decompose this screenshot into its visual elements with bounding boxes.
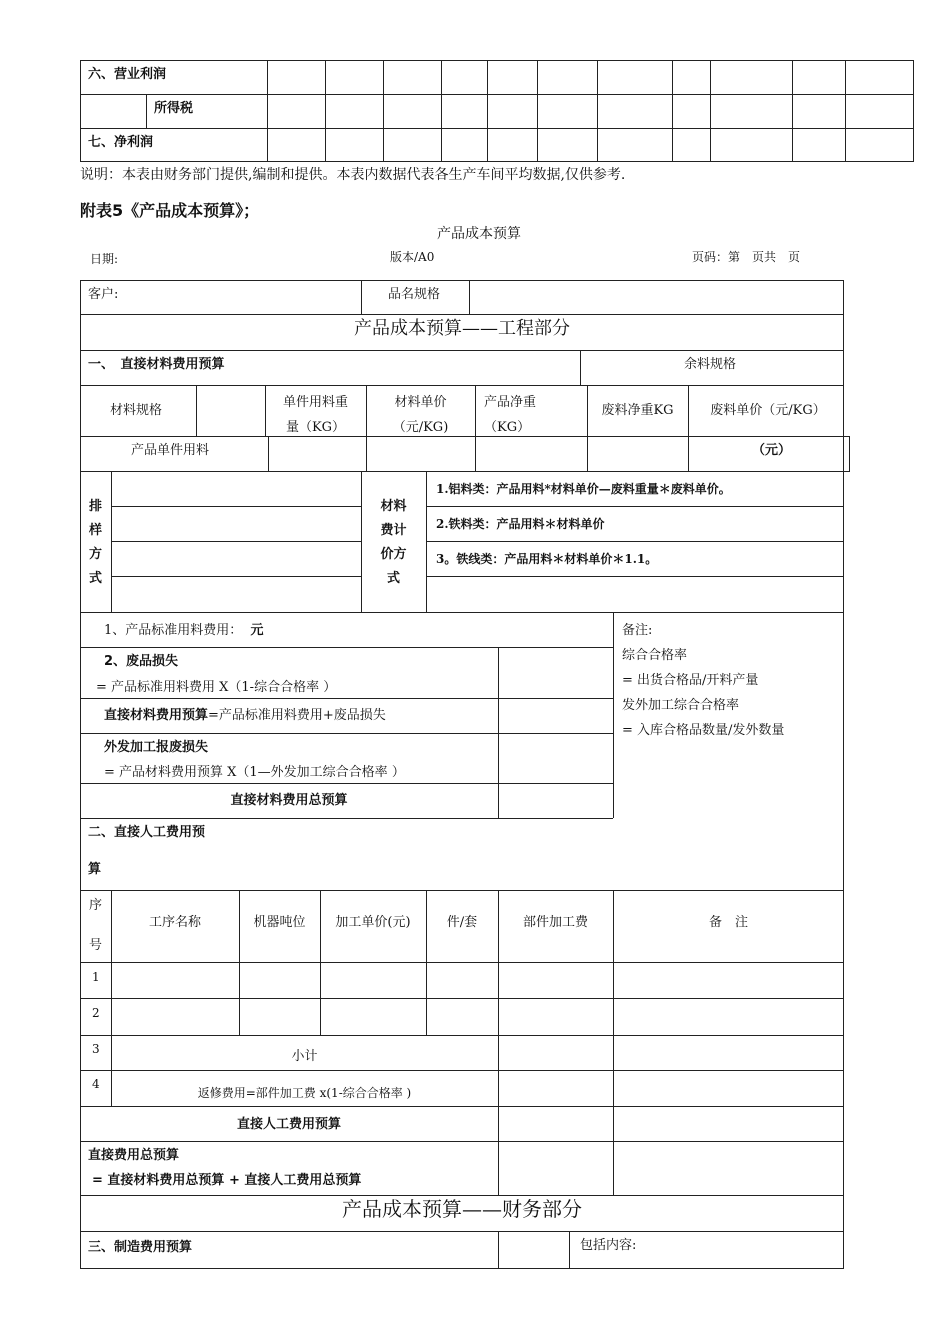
section-finance-title: 产品成本预算——财务部分 bbox=[342, 1197, 582, 1221]
section-engineering-title: 产品成本预算——工程部分 bbox=[354, 318, 570, 339]
note-text: 说明：本表由财务部门提供,编制和提供。本表内数据代表各生产车间平均数据,仅供参考. bbox=[80, 167, 626, 183]
row-net-profit: 七、净利润 bbox=[88, 135, 154, 150]
col-scrap-price: 废料单价（元/KG） bbox=[710, 403, 826, 418]
waste-loss-label: 2、废品损失 bbox=[104, 654, 179, 669]
col-unit-price: 加工单价(元) bbox=[335, 915, 411, 930]
outsource-loss-label: 外发加工报废损失 bbox=[104, 740, 209, 755]
col-machine-tonnage: 机器吨位 bbox=[253, 915, 306, 930]
col-per-set: 件/套 bbox=[446, 915, 478, 930]
std-cost-label: 1、产品标准用料费用： 元 bbox=[104, 623, 264, 638]
top-table bbox=[80, 60, 914, 162]
row-number: 1 bbox=[92, 970, 100, 984]
unit-usage-label: 产品单件用料 bbox=[131, 443, 210, 458]
col-unit-price: 材料单价 （元/KG) bbox=[392, 395, 449, 435]
row-income-tax: 所得税 bbox=[154, 101, 194, 116]
direct-labor-budget: 直接人工费用预算 bbox=[236, 1117, 341, 1132]
layout-method-label: 排 样 方 式 bbox=[88, 499, 102, 586]
row-operating-profit: 六、营业利润 bbox=[88, 67, 167, 82]
row-number: 4 bbox=[92, 1077, 100, 1091]
direct-cost-formula: = 直接材料费用总预算 + 直接人工费用总预算 bbox=[92, 1173, 362, 1188]
waste-loss-formula: = 产品标准用料费用 X（1-综合合格率 ） bbox=[96, 680, 337, 695]
yuan-label: （元） bbox=[752, 443, 792, 458]
col-material-spec: 材料规格 bbox=[110, 403, 163, 418]
labor-heading-2: 算 bbox=[88, 862, 102, 877]
subtotal-label: 小计 bbox=[291, 1049, 318, 1064]
col-unit-weight: 单件用料重 量（KG） bbox=[282, 395, 348, 435]
product-spec-label: 品名规格 bbox=[388, 287, 441, 302]
leftover-spec-label: 余料规格 bbox=[684, 357, 737, 372]
col-part-cost: 部件加工费 bbox=[522, 915, 588, 930]
rework-cost-label: 返修费用=部件加工费 x(1-综合合格率 ) bbox=[197, 1086, 412, 1100]
col-scrap-weight: 废料净重KG bbox=[601, 403, 674, 418]
col-net-weight: 产品净重 （KG） bbox=[484, 395, 537, 435]
row-number: 2 bbox=[92, 1006, 100, 1020]
version-label: 版本/A0 bbox=[390, 250, 435, 264]
direct-material-budget: 直接材料费用预算=产品标准用料费用+废品损失 bbox=[104, 708, 386, 723]
page-label: 页码：第 页共 页 bbox=[692, 250, 801, 264]
col-process-name: 工序名称 bbox=[148, 915, 201, 930]
customer-label: 客户: bbox=[88, 287, 119, 302]
col-remark: 备 注 bbox=[708, 915, 748, 930]
form-title: 产品成本预算 bbox=[437, 226, 521, 242]
labor-heading: 二、直接人工费用预 bbox=[88, 825, 206, 840]
material-heading: 一、 直接材料费用预算 bbox=[88, 357, 225, 372]
direct-material-total: 直接材料费用总预算 bbox=[230, 793, 348, 808]
manufacturing-heading: 三、制造费用预算 bbox=[88, 1240, 193, 1255]
formula-iron: 2.铁料类：产品用料＊材料单价 bbox=[436, 517, 605, 531]
col-seq: 序 号 bbox=[88, 898, 102, 953]
appendix-title: 附表5《产品成本预算》； bbox=[80, 201, 260, 220]
formula-aluminum: 1.铝料类：产品用料*材料单价—废料重量＊废料单价。 bbox=[436, 482, 731, 496]
direct-cost-total: 直接费用总预算 bbox=[88, 1148, 180, 1163]
remarks-block: 备注: 综合合格率 = 出货合格品/开料产量 发外加工综合合格率 = 入库合格品数量/发外数量 bbox=[622, 623, 785, 738]
outsource-loss-formula: = 产品材料费用预算 X（1—外发加工综合合格率 ） bbox=[104, 765, 405, 780]
calc-method-label: 材料 费计 价方 式 bbox=[380, 499, 407, 586]
date-label: 日期: bbox=[90, 252, 119, 266]
row-number: 3 bbox=[92, 1042, 100, 1056]
includes-label: 包括内容: bbox=[580, 1238, 637, 1253]
formula-wire: 3。铁线类：产品用料＊材料单价＊1.1。 bbox=[436, 552, 658, 566]
